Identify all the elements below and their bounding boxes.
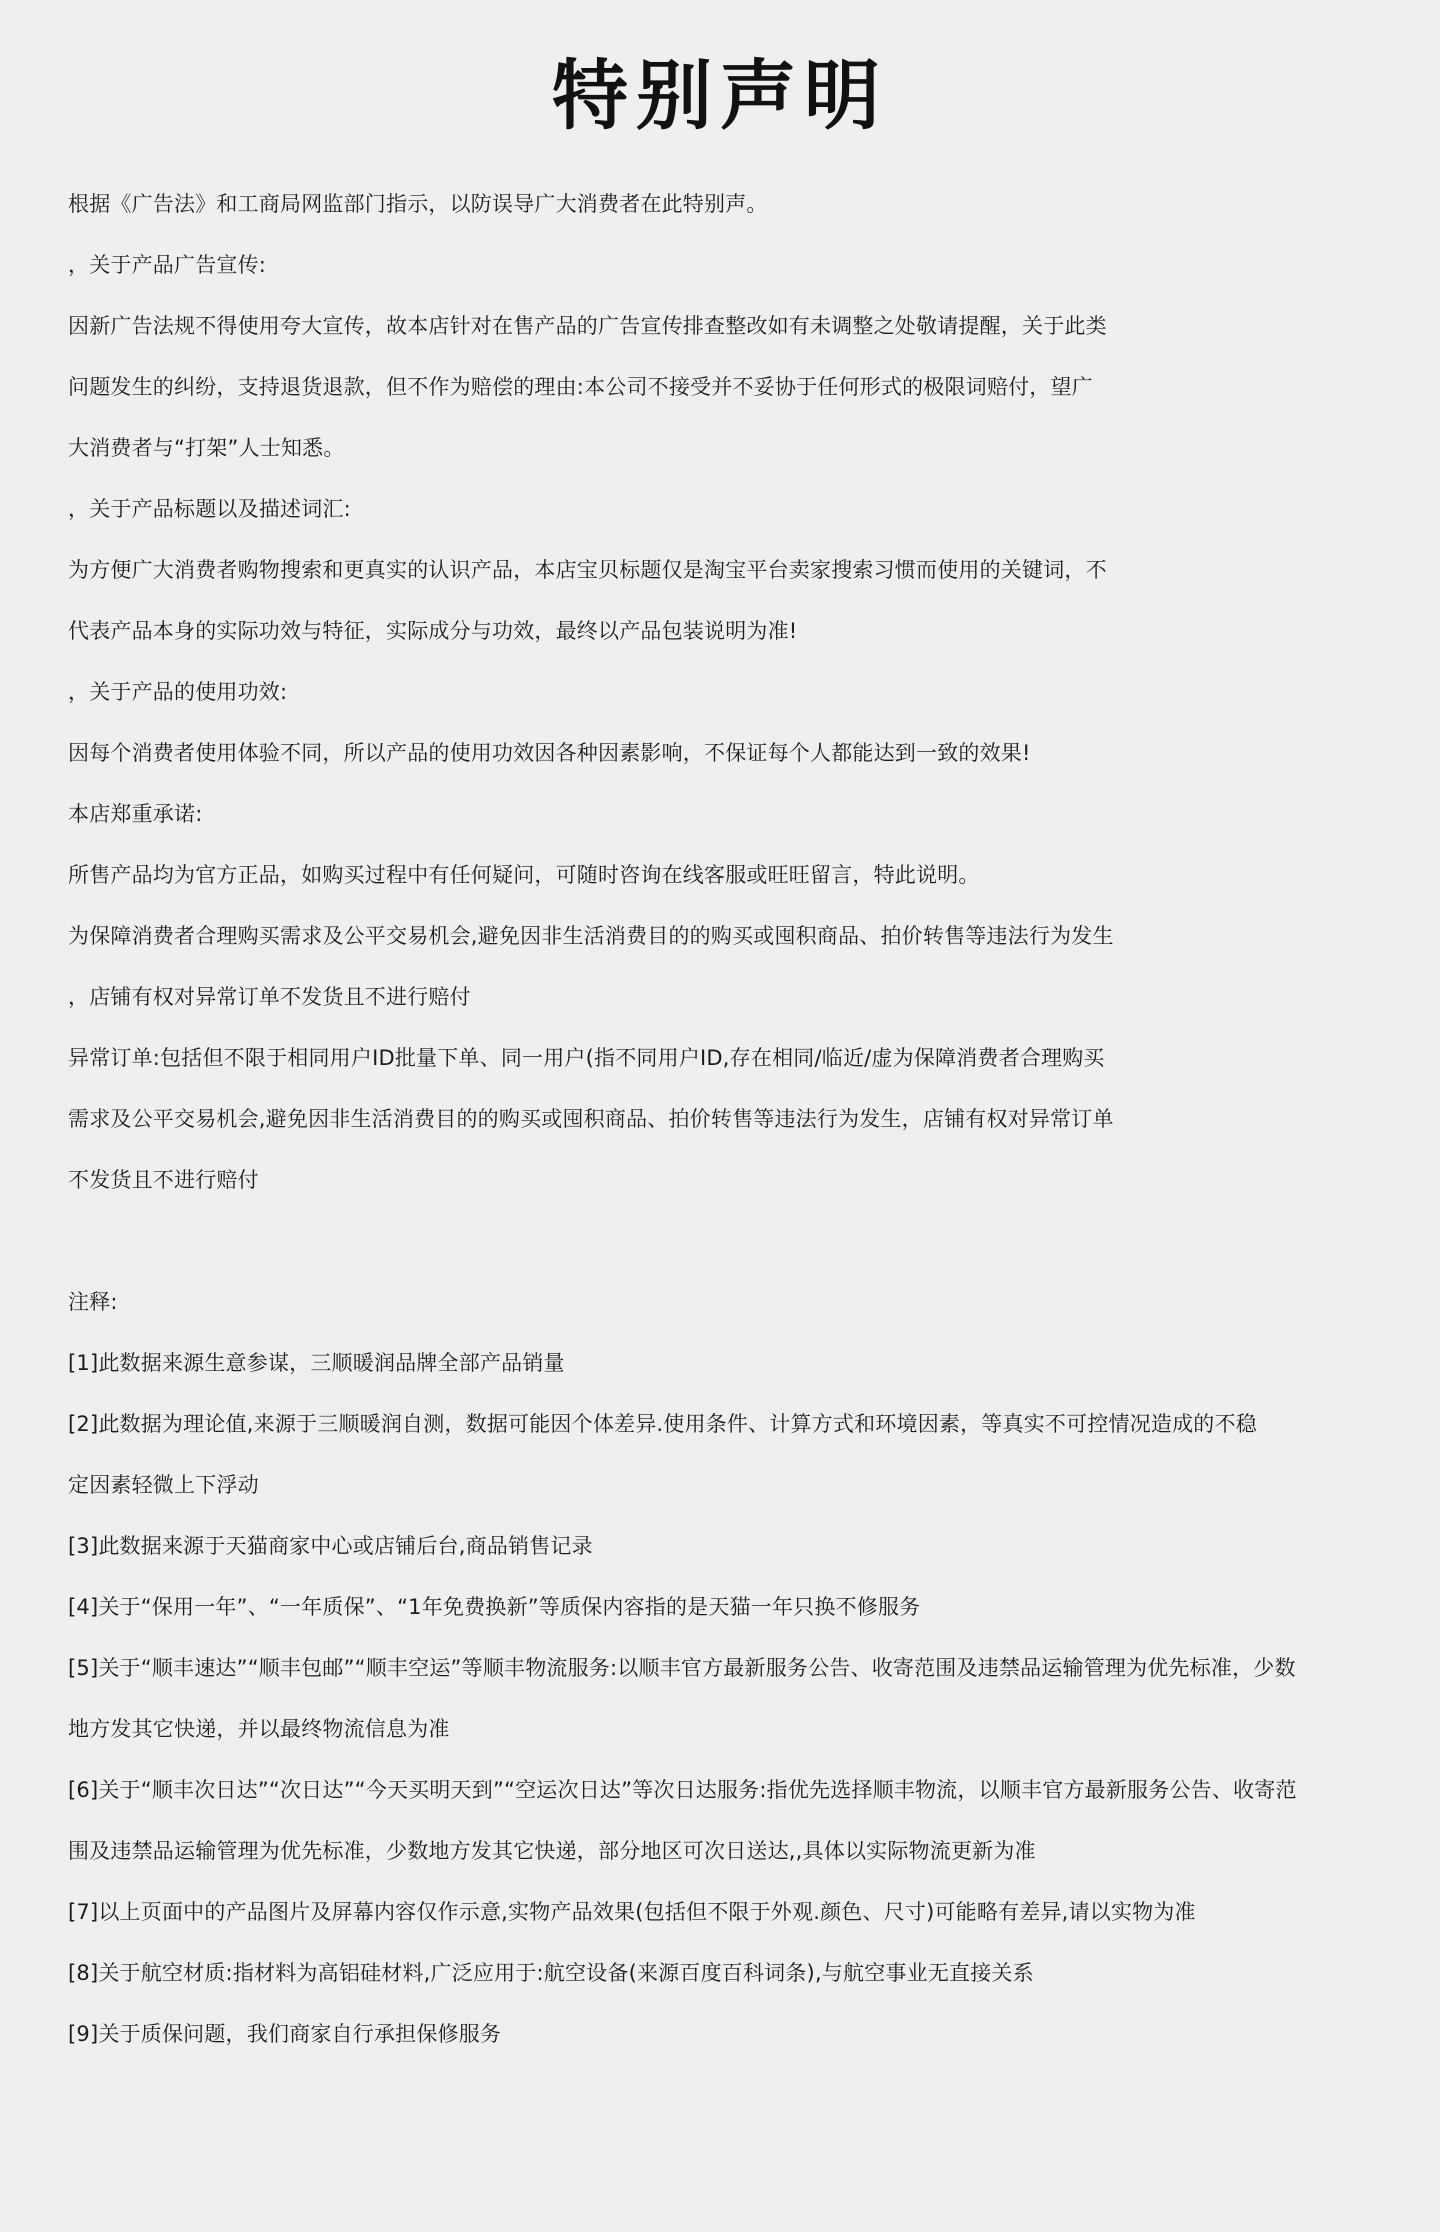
note-line: [9]关于质保问题，我们商家自行承担保修服务: [68, 2022, 502, 2046]
statement-line: ，关于产品广告宣传:: [68, 253, 267, 277]
note-line: [2]此数据为理论值,来源于三顺暖润自测，数据可能因个体差异.使用条件、计算方式和环境因素，等真实不可控情况造成的不稳: [68, 1412, 1257, 1436]
note-line: 定因素轻微上下浮动: [68, 1473, 259, 1497]
statement-line: 因新广告法规不得使用夸大宣传，故本店针对在售产品的广告宣传排查整改如有未调整之处敬请提醒，关于此类: [68, 314, 1107, 338]
statement-line: 为方便广大消费者购物搜索和更真实的认识产品，本店宝贝标题仅是淘宝平台卖家搜索习惯而使用的关键词，不: [68, 558, 1107, 582]
note-line: [5]关于“顺丰速达”“顺丰包邮”“顺丰空运”等顺丰物流服务:以顺丰官方最新服务公告、收寄范围及违禁品运输管理为优先标准，少数: [68, 1656, 1296, 1680]
note-line: 围及违禁品运输管理为优先标准，少数地方发其它快递，部分地区可次日送达,,具体以实际物流更新为准: [68, 1839, 1036, 1863]
statement-line: 异常订单:包括但不限于相同用户ID批量下单、同一用户(指不同用户ID,存在相同/临近/虚为保障消费者合理购买: [68, 1046, 1105, 1070]
statement-line: 大消费者与“打架”人士知悉。: [68, 436, 345, 460]
note-line: [1]此数据来源生意参谋，三顺暖润品牌全部产品销量: [68, 1351, 565, 1375]
note-line: [6]关于“顺丰次日达”“次日达”“今天买明天到”“空运次日达”等次日达服务:指优先选择顺丰物流，以顺丰官方最新服务公告、收寄范: [68, 1778, 1297, 1802]
statement-line: 为保障消费者合理购买需求及公平交易机会,避免因非生活消费目的的购买或囤积商品、拍价转售等违法行为发生: [68, 924, 1114, 948]
statement-line: ，关于产品的使用功效:: [68, 680, 288, 704]
statement-line: 根据《广告法》和工商局网监部门指示，以防误导广大消费者在此特别声。: [68, 192, 768, 216]
section-spacer: [68, 1211, 1372, 1272]
statement-line: ，店铺有权对异常订单不发货且不进行赔付: [68, 985, 471, 1009]
statement-line: 不发货且不进行赔付: [68, 1168, 259, 1192]
notes-heading: 注释:: [68, 1290, 118, 1314]
statement-line: 所售产品均为官方正品，如购买过程中有任何疑问，可随时咨询在线客服或旺旺留言，特此说明。: [68, 863, 980, 887]
note-line: 地方发其它快递，并以最终物流信息为准: [68, 1717, 450, 1741]
statement-body: [68, 174, 1372, 2065]
statement-line: 代表产品本身的实际功效与特征，实际成分与功效，最终以产品包装说明为准!: [68, 619, 798, 643]
statement-line: 因每个消费者使用体验不同，所以产品的使用功效因各种因素影响，不保证每个人都能达到一致的效果!: [68, 741, 1031, 765]
note-line: [4]关于“保用一年”、“一年质保”、“1年免费换新”等质保内容指的是天猫一年只换不修服务: [68, 1595, 921, 1619]
statement-line: ，关于产品标题以及描述词汇:: [68, 497, 351, 521]
page-title: 特别声明: [552, 51, 888, 140]
statement-line: 需求及公平交易机会,避免因非生活消费目的的购买或囤积商品、拍价转售等违法行为发生，店铺有权对异常订单: [68, 1107, 1114, 1131]
note-line: [7]以上页面中的产品图片及屏幕内容仅作示意,实物产品效果(包括但不限于外观.颜色、尺寸)可能略有差异,请以实物为准: [68, 1900, 1196, 1924]
note-line: [3]此数据来源于天猫商家中心或店铺后台,商品销售记录: [68, 1534, 593, 1558]
statement-line: 本店郑重承诺:: [68, 802, 203, 826]
statement-line: 问题发生的纠纷，支持退货退款，但不作为赔偿的理由:本公司不接受并不妥协于任何形式的极限词赔付，望广: [68, 375, 1093, 399]
note-line: [8]关于航空材质:指材料为高铝硅材料,广泛应用于:航空设备(来源百度百科词条),与航空事业无直接关系: [68, 1961, 1034, 1985]
